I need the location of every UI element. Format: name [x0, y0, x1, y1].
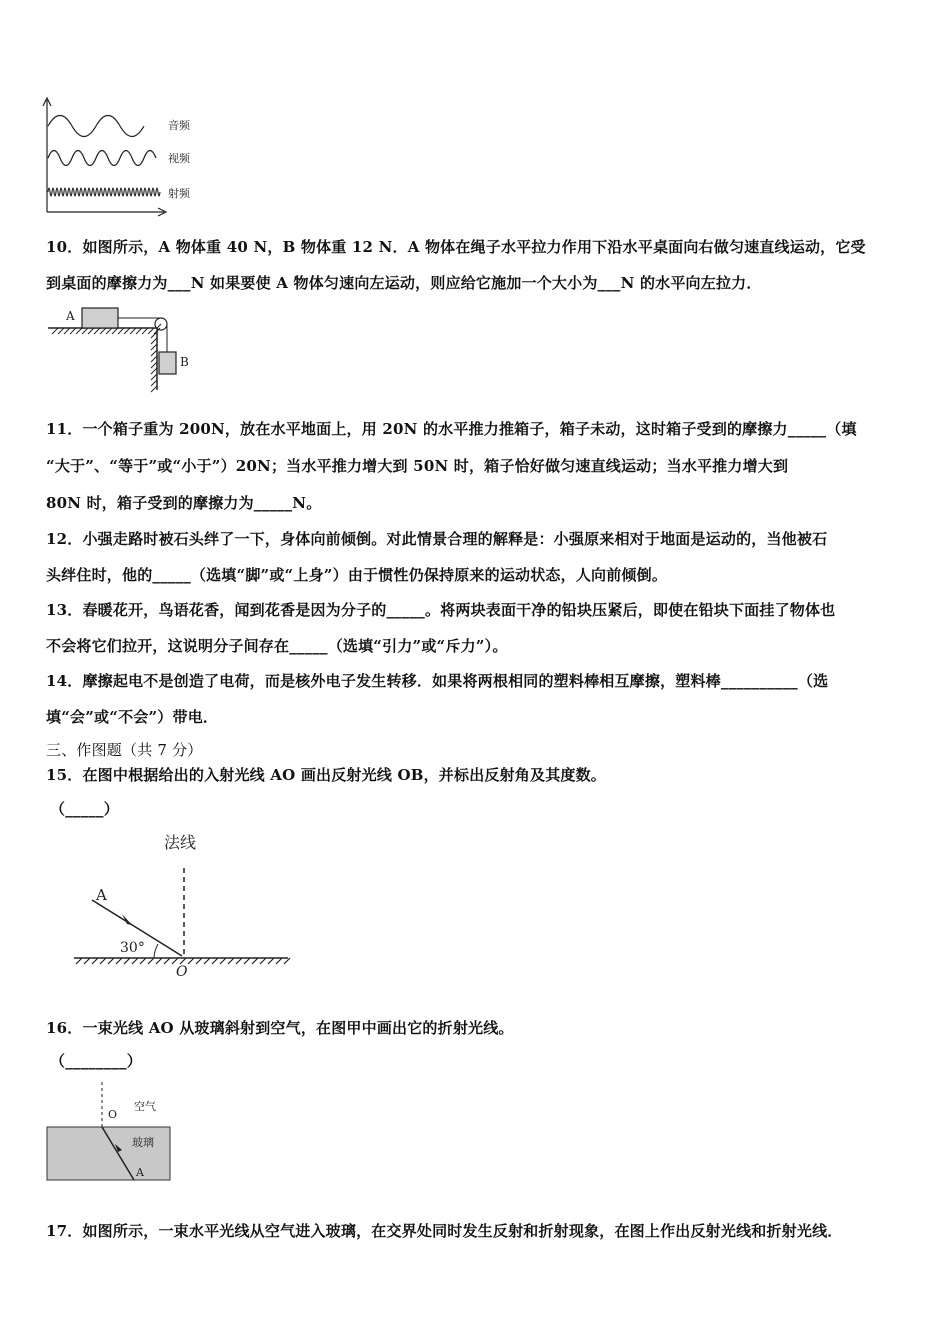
q14-line-2: 填“会”或“不会”）带电．: [46, 708, 219, 726]
video-wave: [48, 151, 156, 166]
q11-line-2: “大于”、“等于”或“小于”）20N；当水平推力增大到 50N 时，箱子恰好做匀速直线运动；当水平推力增大到: [46, 457, 789, 475]
q15-answer-blank: （_____）: [50, 800, 119, 818]
audio-wave: [48, 116, 144, 137]
q16-point-o-label: O: [108, 1108, 118, 1121]
wave-label-audio: 音频: [168, 119, 190, 132]
block-a: [82, 308, 118, 328]
q11-line-3: 80N 时，箱子受到的摩擦力为_____N。: [46, 494, 322, 512]
q10-pulley-figure: [44, 302, 214, 394]
glass-label: 玻璃: [132, 1136, 154, 1149]
air-label: 空气: [134, 1100, 156, 1113]
q16-answer-blank: （________）: [50, 1052, 143, 1070]
wave-label-radio: 射频: [168, 187, 190, 200]
q13-line-1: 13．春暖花开，鸟语花香，闻到花香是因为分子的_____。将两块表面干净的铅块压紧后，即使在铅块下面挂了物体也: [46, 601, 836, 619]
angle-label: 30°: [120, 940, 145, 956]
q10-line-1: 10．如图所示，A 物体重 40 N，B 物体重 12 N．A 物体在绳子水平拉力作用下沿水平桌面向右做匀速直线运动，它受: [46, 238, 866, 256]
wave-label-video: 视频: [168, 152, 190, 165]
q12-line-2: 头绊住时，他的_____（选填“脚”或“上身”）由于惯性仍保持原来的运动状态，人向前倾倒。: [46, 566, 668, 584]
q16-refraction-figure: [44, 1080, 176, 1186]
q15-reflection-figure: [68, 828, 298, 980]
q14-line-1: 14．摩擦起电不是创造了电荷，而是核外电子发生转移．如果将两根相同的塑料棒相互摩擦，塑料棒__________（选: [46, 672, 829, 690]
q17-line-1: 17．如图所示，一束水平光线从空气进入玻璃，在交界处同时发生反射和折射现象，在图上作出反射光线和折射光线．: [46, 1222, 843, 1240]
section-3-title: 三、作图题（共 7 分）: [46, 741, 203, 759]
q15-line-1: 15．在图中根据给出的入射光线 AO 画出反射光线 OB，并标出反射角及其度数。: [46, 766, 606, 784]
wave-frequency-figure: [40, 96, 210, 218]
q10-line-2: 到桌面的摩擦力为___N 如果要使 A 物体匀速向左运动，则应给它施加一个大小为___N 的水平向左拉力．: [46, 274, 762, 292]
block-b-label: B: [180, 355, 189, 369]
q11-line-1: 11．一个箱子重为 200N，放在水平地面上，用 20N 的水平推力推箱子，箱子未动，这时箱子受到的摩擦力_____（填: [46, 420, 857, 438]
table-edge-hatching: [151, 332, 157, 392]
radio-frequency-wave: [48, 188, 160, 196]
point-o-label: O: [176, 964, 188, 980]
glass-block: [47, 1127, 170, 1180]
q12-line-1: 12．小强走路时被石头绊了一下，身体向前倾倒。对此情景合理的解释是：小强原来相对于地面是运动的，当他被石: [46, 530, 828, 548]
q13-line-2: 不会将它们拉开，这说明分子间存在_____（选填“引力”或“斥力”）。: [46, 637, 508, 655]
normal-label: 法线: [164, 833, 197, 852]
pulley-mount: [157, 324, 161, 328]
table-hatching: [52, 328, 160, 334]
q16-point-a-label: A: [136, 1166, 144, 1179]
block-b: [159, 352, 176, 374]
block-a-label: A: [66, 309, 75, 323]
angle-arc: [154, 944, 158, 958]
q16-line-1: 16．一束光线 AO 从玻璃斜射到空气，在图甲中画出它的折射光线。: [46, 1019, 514, 1037]
point-a-label: A: [96, 886, 107, 904]
